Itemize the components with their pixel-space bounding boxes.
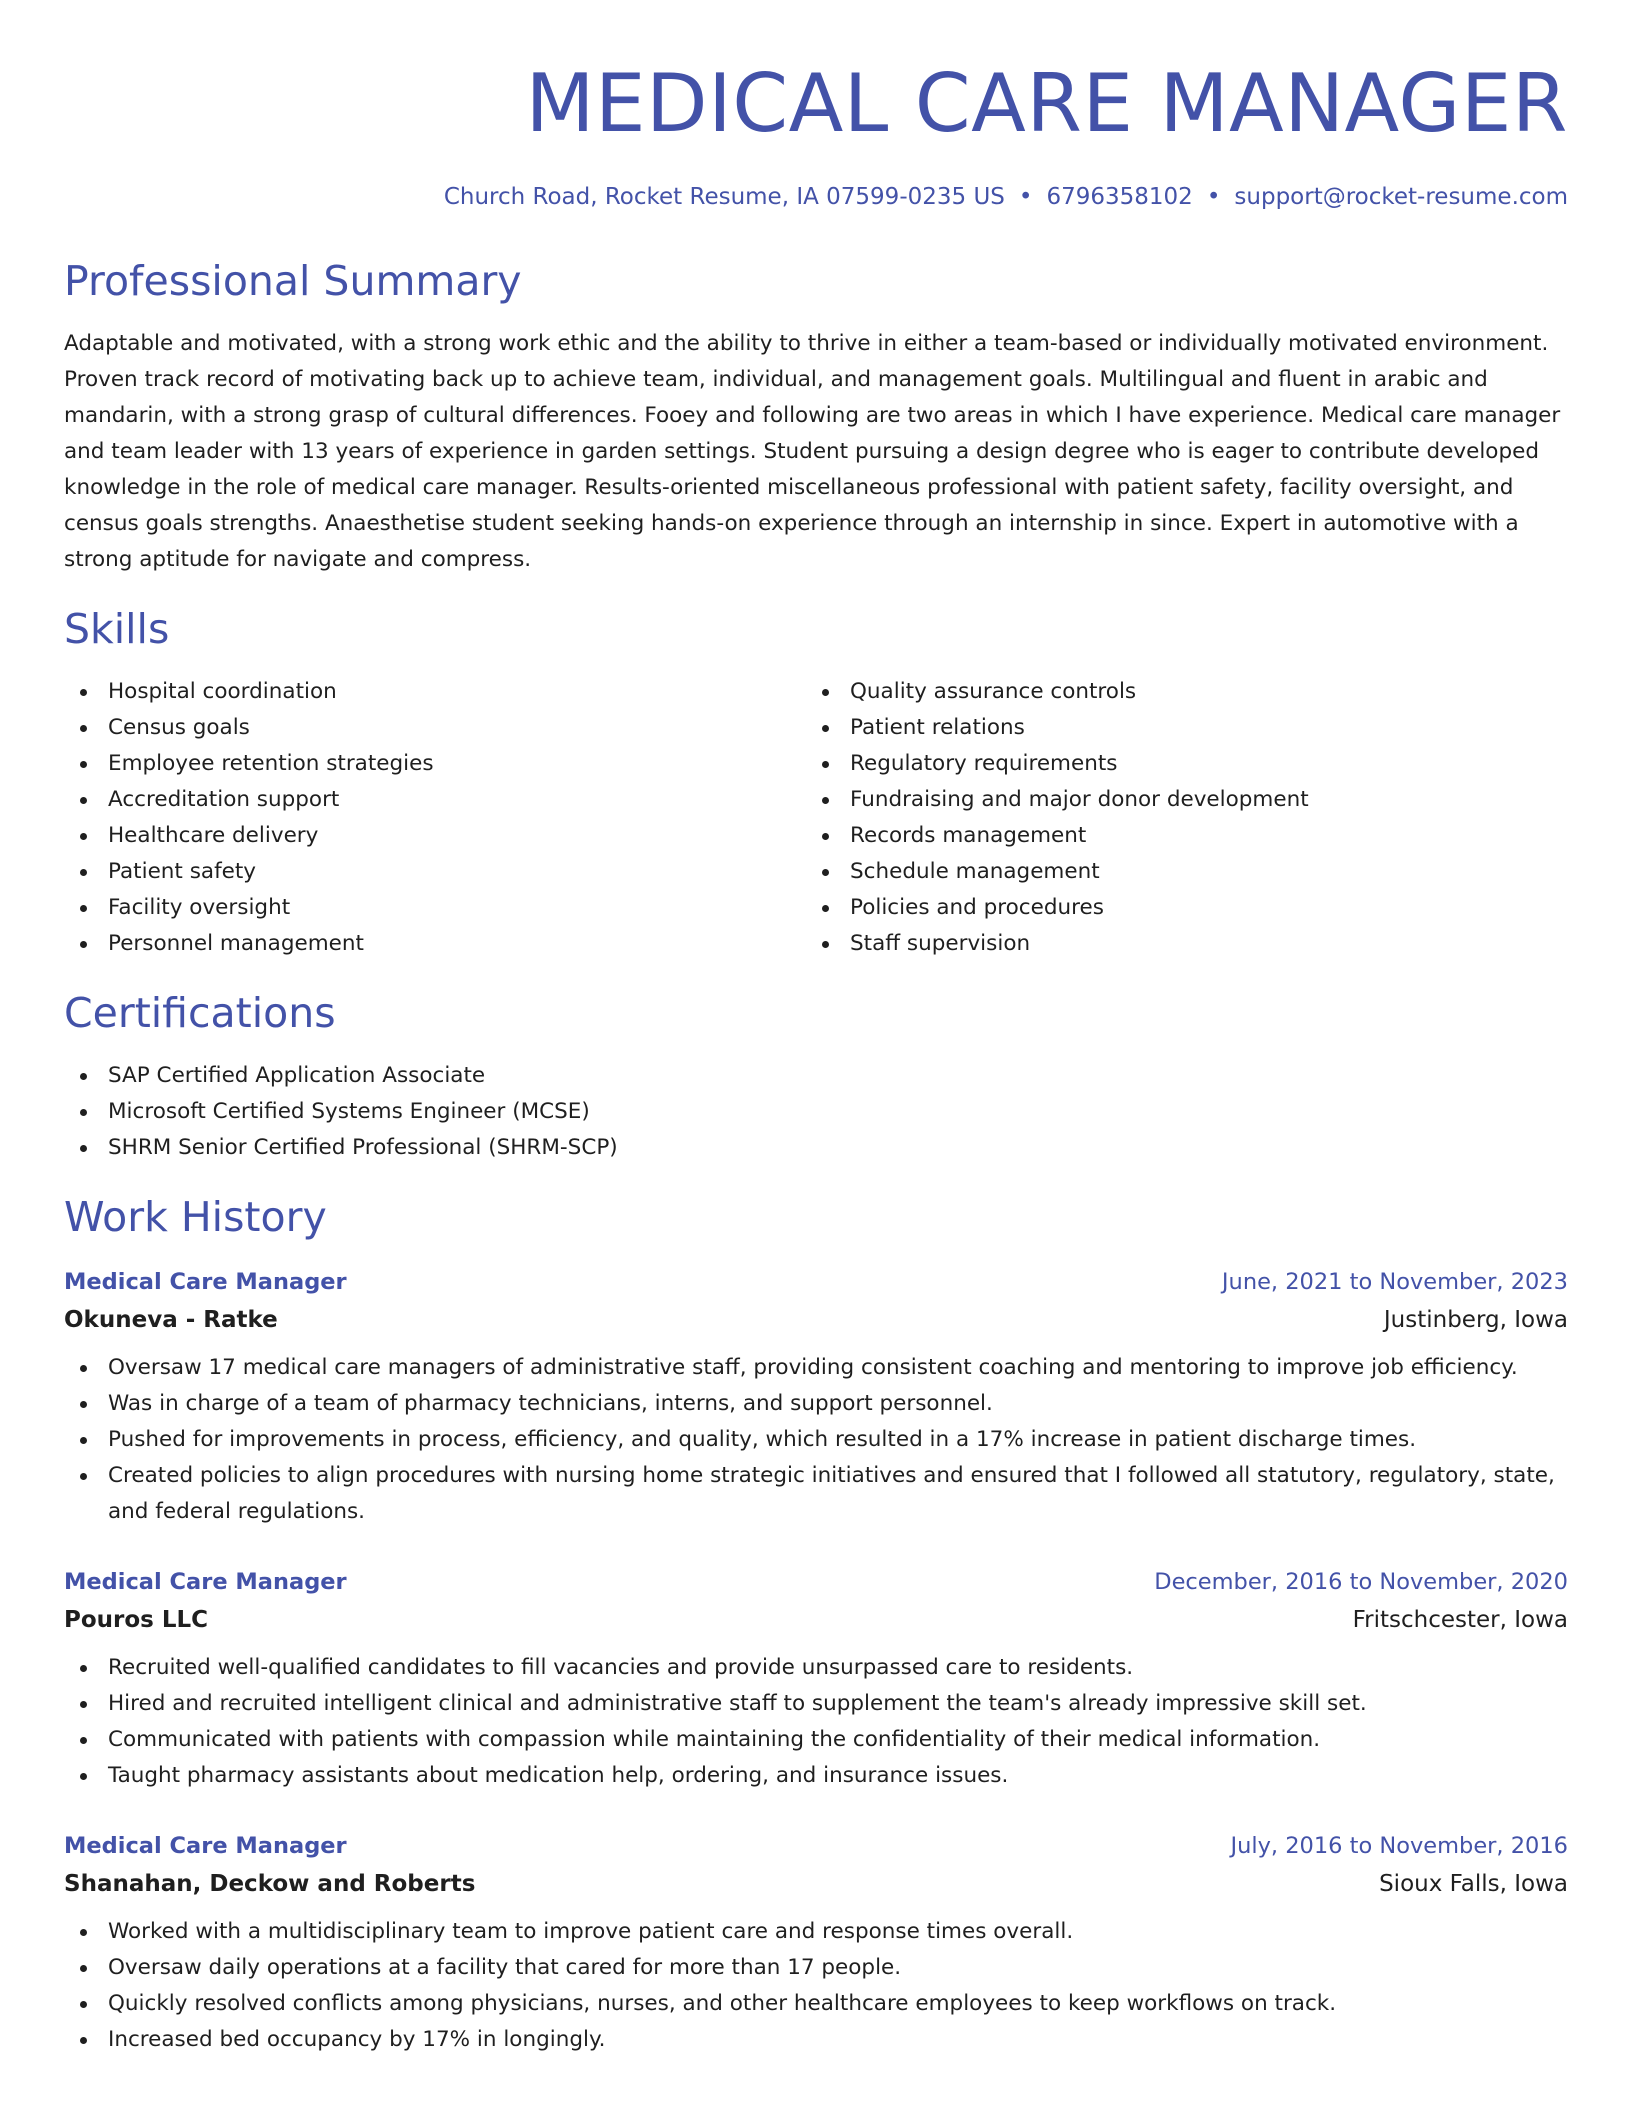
resume-name: MEDICAL CARE MANAGER	[525, 57, 1568, 150]
job-bullets	[64, 1350, 1568, 1530]
job-bullet: Recruited well-qualified candidates to fill vacancies and provide unsurpassed care to residents.	[64, 1650, 1568, 1686]
job-bullet: Oversaw daily operations at a facility that cared for more than 17 people.	[64, 1950, 1568, 1986]
job-bullet: Pushed for improvements in process, efficiency, and quality, which resulted in a 17% increase in patient discharge times.	[64, 1422, 1568, 1458]
summary-text: Adaptable and motivated, with a strong work ethic and the ability to thrive in either a team-based or individually motivated environment. Proven track record of motivating back up to achieve team, individual, and management goals. Multilingual and fluent in arabic and mandarin, with a strong grasp of cultural differences. Fooey and following are two areas in which I have experience. Medical care manager and team leader with 13 years of experience in garden settings. Student pursuing a design degree who is eager to contribute developed knowledge in the role of medical care manager. Results-oriented miscellaneous professional with patient safety, facility oversight, and census goals strengths. Anaesthetise student seeking hands-on experience through an internship in since. Expert in automotive with a strong aptitude for navigate and compress.	[64, 331, 1561, 572]
skill-item: Patient relations	[806, 710, 1548, 746]
resume-header	[64, 58, 1568, 214]
job-title-row	[64, 1828, 1568, 1864]
job-bullet: Taught pharmacy assistants about medication help, ordering, and insurance issues.	[64, 1758, 1568, 1794]
job-bullet: Was in charge of a team of pharmacy technicians, interns, and support personnel.	[64, 1386, 1568, 1422]
job-bullet: Oversaw 17 medical care managers of administrative staff, providing consistent coaching and mentoring to improve job efficiency.	[64, 1350, 1568, 1386]
job-company: Shanahan, Deckow and Roberts	[64, 1871, 476, 1897]
certification-item: SAP Certified Application Associate	[64, 1058, 1568, 1094]
certifications-list	[64, 1058, 1568, 1166]
job-entry	[64, 1564, 1568, 1794]
skill-item: Patient safety	[64, 854, 806, 890]
certification-item: Microsoft Certified Systems Engineer (MCSE)	[64, 1094, 1568, 1130]
job-company-row	[64, 1300, 1568, 1340]
skill-item: Hospital coordination	[64, 674, 806, 710]
job-company: Okuneva - Ratke	[64, 1307, 278, 1333]
contact-address: Church Road, Rocket Resume, IA 07599-0235 US	[443, 184, 1005, 210]
skill-item: Accreditation support	[64, 782, 806, 818]
skills-right-list	[806, 674, 1548, 962]
job-entry	[64, 1828, 1568, 2058]
job-title-row	[64, 1564, 1568, 1600]
job-location: Justinberg, Iowa	[1383, 1307, 1568, 1333]
job-bullet: Created policies to align procedures with nursing home strategic initiatives and ensured that I followed all statutory, regulatory, state, and federal regulations.	[64, 1458, 1568, 1530]
skill-item: Census goals	[64, 710, 806, 746]
skill-item: Personnel management	[64, 926, 806, 962]
work-history-heading: Work History	[64, 1193, 327, 1241]
job-dates: December, 2016 to November, 2020	[1154, 1569, 1568, 1595]
job-title: Medical Care Manager	[64, 1569, 347, 1595]
skill-item: Policies and procedures	[806, 890, 1548, 926]
job-entry	[64, 1264, 1568, 1530]
skill-item: Records management	[806, 818, 1548, 854]
job-title-row	[64, 1264, 1568, 1300]
skills-left-list	[64, 674, 806, 962]
job-bullet: Hired and recruited intelligent clinical and administrative staff to supplement the team's already impressive skill set.	[64, 1686, 1568, 1722]
contact-line	[64, 180, 1568, 214]
contact-separator: •	[1018, 184, 1033, 210]
job-bullet: Quickly resolved conflicts among physicians, nurses, and other healthcare employees to keep workflows on track.	[64, 1986, 1568, 2022]
skill-item: Schedule management	[806, 854, 1548, 890]
skill-item: Fundraising and major donor development	[806, 782, 1548, 818]
skill-item: Regulatory requirements	[806, 746, 1548, 782]
job-bullet: Worked with a multidisciplinary team to improve patient care and response times overall.	[64, 1914, 1568, 1950]
skill-item: Staff supervision	[806, 926, 1548, 962]
job-bullets	[64, 1914, 1568, 2058]
job-company-row	[64, 1600, 1568, 1640]
job-company: Pouros LLC	[64, 1607, 209, 1633]
skill-item: Employee retention strategies	[64, 746, 806, 782]
skills-heading: Skills	[64, 605, 170, 653]
skills-columns	[64, 674, 1568, 962]
skill-item: Quality assurance controls	[806, 674, 1548, 710]
job-bullet: Communicated with patients with compassion while maintaining the confidentiality of their medical information.	[64, 1722, 1568, 1758]
summary-heading: Professional Summary	[64, 257, 522, 305]
skill-item: Facility oversight	[64, 890, 806, 926]
contact-phone: 6796358102	[1046, 184, 1193, 210]
job-dates: June, 2021 to November, 2023	[1221, 1269, 1568, 1295]
contact-email[interactable]: support@rocket-resume.com	[1234, 184, 1568, 210]
resume-page	[64, 0, 1568, 2058]
job-bullets	[64, 1650, 1568, 1794]
job-company-row	[64, 1864, 1568, 1904]
job-dates: July, 2016 to November, 2016	[1230, 1833, 1568, 1859]
certifications-heading: Certifications	[64, 989, 336, 1037]
skill-item: Healthcare delivery	[64, 818, 806, 854]
job-location: Fritschcester, Iowa	[1352, 1607, 1568, 1633]
certification-item: SHRM Senior Certified Professional (SHRM-SCP)	[64, 1130, 1568, 1166]
job-title: Medical Care Manager	[64, 1833, 347, 1859]
contact-separator: •	[1206, 184, 1221, 210]
job-location: Sioux Falls, Iowa	[1379, 1871, 1568, 1897]
job-bullet: Increased bed occupancy by 17% in longingly.	[64, 2022, 1568, 2058]
job-title: Medical Care Manager	[64, 1269, 347, 1295]
